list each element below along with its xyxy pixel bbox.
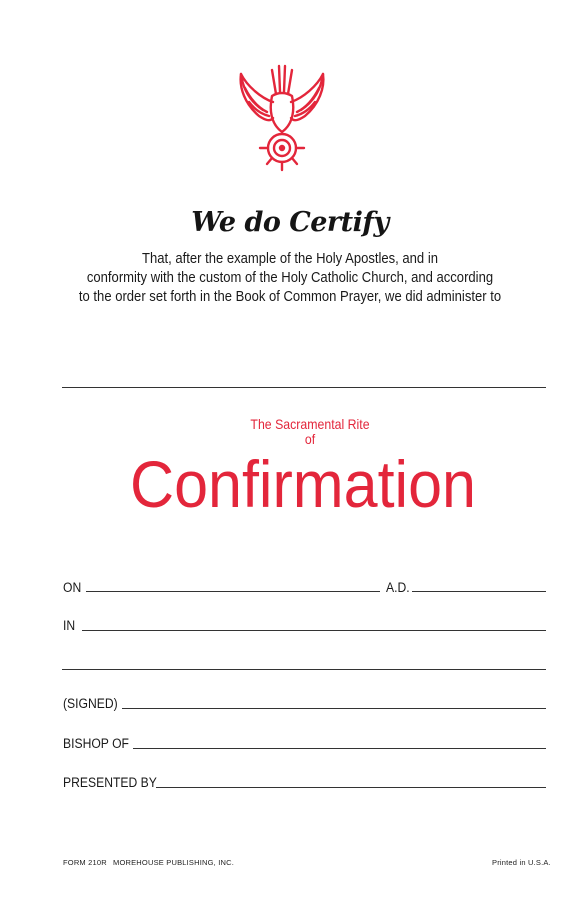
presented-by-label: PRESENTED BY <box>63 775 157 790</box>
candidate-name-line[interactable] <box>62 387 546 388</box>
publisher-name: MOREHOUSE PUBLISHING, INC. <box>113 858 235 867</box>
presenter-line[interactable] <box>156 787 546 788</box>
in-place-line[interactable] <box>82 630 546 631</box>
place-continuation-line[interactable] <box>62 669 546 670</box>
on-label: ON <box>63 580 82 595</box>
signed-label: (SIGNED) <box>63 696 118 711</box>
form-number: FORM 210R <box>63 858 107 867</box>
ad-label: A.D. <box>386 580 410 595</box>
on-date-line[interactable] <box>86 591 380 592</box>
printed-in: Printed in U.S.A. <box>492 858 551 867</box>
rite-caption-of: of <box>304 431 316 447</box>
in-label: IN <box>63 618 76 633</box>
intro-line: to the order set forth in the Book of Common Prayer, we did administer to <box>78 289 502 305</box>
certificate-heading: We do Certify <box>191 207 389 238</box>
bishop-diocese-line[interactable] <box>133 748 546 749</box>
bishop-label: BISHOP OF <box>63 736 129 751</box>
ad-year-line[interactable] <box>412 591 546 592</box>
rite-caption-line: The Sacramental Rite <box>250 416 370 432</box>
dove-icon <box>235 62 329 180</box>
confirmation-title <box>130 435 480 535</box>
confirmation-title-text: Confirmation <box>130 447 476 521</box>
intro-line: That, after the example of the Holy Apostles, and in <box>142 251 438 267</box>
intro-line: conformity with the custom of the Holy Catholic Church, and according <box>86 270 494 286</box>
signature-line[interactable] <box>122 708 546 709</box>
intro-paragraph <box>56 250 524 307</box>
